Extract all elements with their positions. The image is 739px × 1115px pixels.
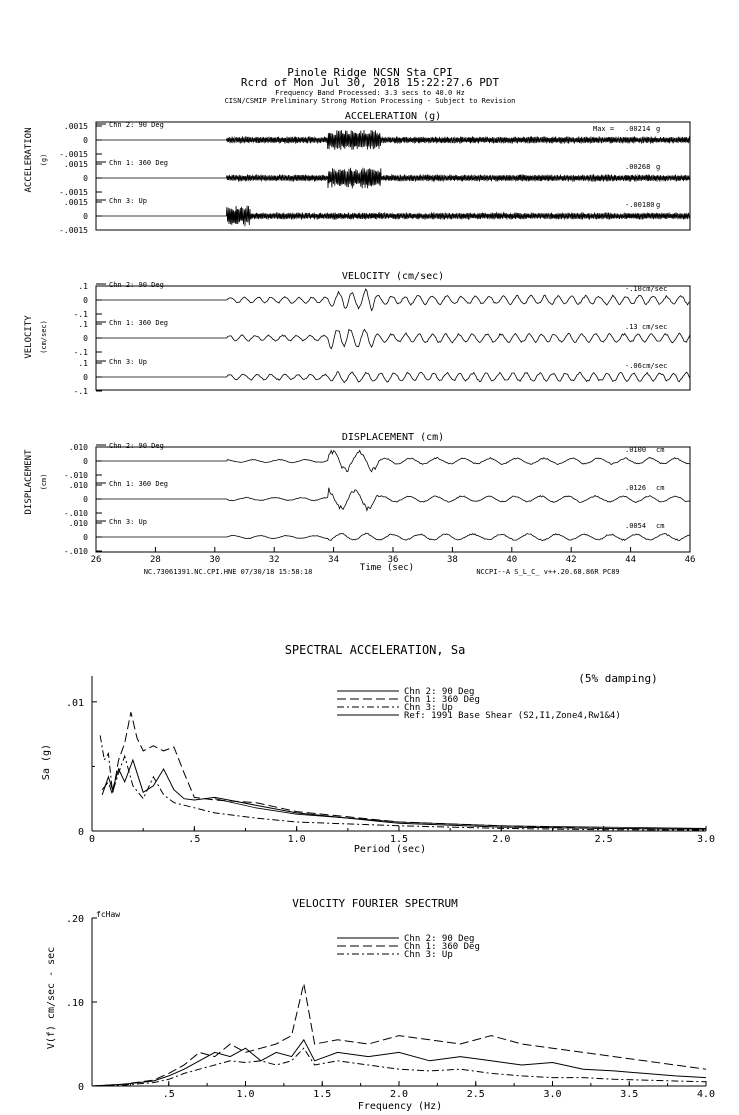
vf-legend [337, 934, 480, 960]
disp-side-units: (cm) [40, 473, 48, 491]
sa-y-tick-label: .01 [65, 697, 84, 709]
processing-id: NCCPI--A S_L_C_ v++.20.68.86R PC89 [476, 568, 620, 576]
peak-units: cm/sec [642, 323, 668, 331]
time-series-panels [24, 111, 695, 565]
x-tick-label: 36 [387, 555, 399, 565]
disp-frame [96, 447, 690, 552]
y-tick-label: .010 [68, 519, 88, 528]
peak-value: -.00180 [625, 201, 655, 209]
sa-legend-label: Chn 2: 90 Deg [404, 687, 475, 697]
time-axis-label: Time (sec) [359, 563, 415, 573]
y-tick-label: .010 [68, 443, 88, 452]
sa-series-3 [100, 735, 706, 830]
channel-label: Chn 3: Up [109, 518, 147, 526]
waveform [96, 206, 690, 226]
acc-side-label: ACCELERATION [24, 127, 34, 193]
channel-label: Chn 2: 90 Deg [109, 281, 164, 289]
disp-channel-2 [64, 480, 690, 518]
peak-units: cm/sec [642, 362, 668, 370]
sa-x-tick-label: 0 [88, 834, 96, 845]
vf-x-tick-label: 1.5 [313, 1089, 332, 1100]
y-tick-label: -.010 [63, 547, 88, 556]
header-station: Pinole Ridge NCSN Sta CPI [287, 66, 453, 79]
y-tick-label: 0 [83, 136, 88, 145]
vf-legend-label: Chn 3: Up [404, 950, 453, 960]
header-band: Frequency Band Processed: 3.3 secs to 40.0 Hz [275, 89, 465, 97]
channel-label: Chn 1: 360 Deg [109, 319, 169, 327]
sa-legend-label: Chn 3: Up [404, 703, 453, 713]
vf-legend-label: Chn 2: 90 Deg [404, 934, 475, 944]
sa-y-tick-label: 0 [77, 827, 84, 838]
peak-units: cm [656, 484, 665, 492]
header-record: Rcrd of Mon Jul 30, 2018 15:22:27.6 PDT [240, 76, 500, 89]
sa-x-label: Period (sec) [353, 844, 427, 855]
vf-x-tick-label: 4.0 [696, 1089, 716, 1100]
waveform [96, 533, 690, 541]
peak-value: .00268 [625, 163, 651, 171]
waveform [96, 168, 690, 189]
waveform [96, 488, 690, 511]
vel-channel-1 [74, 281, 690, 319]
y-tick-label: 0 [83, 495, 88, 504]
vf-series-3 [92, 1048, 706, 1086]
sa-series-2 [102, 712, 706, 829]
sa-legend [337, 687, 621, 721]
x-tick-label: 34 [328, 555, 340, 565]
disp-channel-1 [64, 442, 690, 480]
vel-title: VELOCITY (cm/sec) [341, 271, 445, 282]
peak-prefix: Max = [593, 125, 615, 133]
x-tick-label: 32 [268, 555, 280, 565]
y-tick-label: .010 [68, 481, 88, 490]
acc-panel [24, 111, 690, 235]
velocity-fourier-chart [46, 897, 715, 1112]
sa-y-label: Sa (g) [41, 743, 52, 781]
disp-side-label: DISPLACEMENT [24, 449, 34, 515]
x-tick-label: 30 [209, 555, 221, 565]
vel-side-units: (cm/sec) [40, 320, 48, 354]
channel-label: Chn 1: 360 Deg [109, 159, 169, 167]
channel-label: Chn 2: 90 Deg [109, 121, 164, 129]
disp-title: DISPLACEMENT (cm) [341, 432, 445, 443]
vf-x-tick-label: 3.0 [543, 1089, 562, 1100]
disp-channel-3 [64, 518, 690, 556]
record-id: NC.73061391.NC.CPI.HNE 07/30/18 15:58:18 [143, 568, 313, 576]
vf-x-tick-label: 2.0 [389, 1089, 409, 1100]
sa-title: SPECTRAL ACCELERATION, Sa [284, 643, 466, 657]
channel-label: Chn 3: Up [109, 358, 147, 366]
sa-legend-label: Chn 1: 360 Deg [404, 695, 480, 705]
peak-units: cm [656, 522, 665, 530]
vf-title: VELOCITY FOURIER SPECTRUM [292, 897, 458, 910]
sa-x-tick-label: 1.0 [287, 834, 306, 845]
y-tick-label: .1 [78, 320, 88, 329]
vf-x-tick-label: 1.0 [236, 1089, 255, 1100]
y-tick-label: .1 [78, 282, 88, 291]
x-tick-label: 40 [506, 555, 518, 565]
peak-value: .00214 [625, 125, 651, 133]
y-tick-label: 0 [83, 457, 88, 466]
vf-legend-label: Chn 1: 360 Deg [404, 942, 480, 952]
channel-label: Chn 1: 360 Deg [109, 480, 169, 488]
channel-label: Chn 2: 90 Deg [109, 442, 164, 450]
header-notice: CISN/CSMIP Preliminary Strong Motion Processing - Subject to Revision [224, 97, 516, 105]
y-tick-label: 0 [83, 533, 88, 542]
vf-x-tick-label: 2.5 [466, 1089, 485, 1100]
vf-x-tick-label: 3.5 [620, 1089, 639, 1100]
y-tick-label: -.010 [63, 471, 88, 480]
peak-value: -.10 [625, 285, 642, 293]
x-tick-label: 26 [90, 555, 102, 565]
acc-side-units: (g) [40, 153, 48, 167]
y-tick-label: -.010 [63, 509, 88, 518]
x-tick-label: 44 [625, 555, 637, 565]
peak-value: .0100 [625, 446, 647, 454]
disp-panel [24, 432, 695, 565]
sa-legend-label: Ref: 1991 Base Shear (S2,I1,Zone4,Rw1&4) [404, 711, 621, 721]
peak-units: cm/sec [642, 285, 668, 293]
x-tick-label: 28 [149, 555, 161, 565]
sa-x-tick-label: 3.0 [696, 834, 716, 845]
vel-panel [24, 271, 690, 396]
peak-units: g [656, 201, 661, 209]
channel-label: Chn 3: Up [109, 197, 147, 205]
peak-units: cm [656, 446, 665, 454]
vf-corner-note: fcHaw [96, 910, 121, 919]
x-tick-label: 38 [446, 555, 458, 565]
acc-channel-3 [59, 197, 690, 235]
y-tick-label: -.0015 [59, 188, 88, 197]
sa-damping-note: (5% damping) [578, 672, 658, 685]
sa-x-tick-label: 2.0 [492, 834, 511, 845]
y-tick-label: .1 [78, 359, 88, 368]
sa-x-tick-label: .5 [188, 834, 201, 845]
vf-y-tick-label: .20 [65, 914, 84, 925]
x-tick-label: 42 [565, 555, 577, 565]
y-tick-label: -.1 [73, 348, 88, 357]
sa-x-tick-label: 1.5 [389, 834, 409, 845]
peak-value: .0126 [625, 484, 647, 492]
y-tick-label: 0 [83, 373, 88, 382]
sa-x-tick-label: 2.5 [594, 834, 613, 845]
vf-y-tick-label: 0 [77, 1082, 84, 1093]
y-tick-label: .0015 [63, 122, 88, 131]
report-header [225, 66, 516, 105]
y-tick-label: 0 [83, 334, 88, 343]
y-tick-label: -.0015 [59, 226, 88, 235]
acc-title: ACCELERATION (g) [344, 111, 442, 122]
acc-channel-2 [59, 159, 690, 197]
peak-value: -.06 [625, 362, 642, 370]
x-tick-label: 46 [684, 555, 696, 565]
peak-value: .0054 [625, 522, 647, 530]
sa-series-4 [215, 799, 706, 829]
vel-channel-2 [74, 319, 690, 357]
vf-y-label: V(f) cm/sec - sec [46, 946, 57, 1050]
y-tick-label: 0 [83, 174, 88, 183]
y-tick-label: .0015 [63, 160, 88, 169]
y-tick-label: -.1 [73, 310, 88, 319]
peak-units: g [656, 163, 661, 171]
peak-units: g [656, 125, 661, 133]
spectral-acceleration-chart [41, 643, 715, 855]
vel-side-label: VELOCITY [24, 315, 34, 359]
y-tick-label: .0015 [63, 198, 88, 207]
y-tick-label: 0 [83, 212, 88, 221]
vf-y-tick-label: .10 [65, 998, 84, 1009]
waveform [96, 289, 690, 311]
waveform [96, 372, 690, 383]
vf-x-tick-label: .5 [162, 1089, 175, 1100]
waveform [96, 329, 690, 348]
vf-x-label: Frequency (Hz) [357, 1101, 443, 1112]
y-tick-label: -.0015 [59, 150, 88, 159]
peak-value: .13 [625, 323, 638, 331]
acc-channel-1 [59, 121, 690, 159]
y-tick-label: 0 [83, 296, 88, 305]
y-tick-label: -.1 [73, 387, 88, 396]
waveform [96, 451, 690, 472]
